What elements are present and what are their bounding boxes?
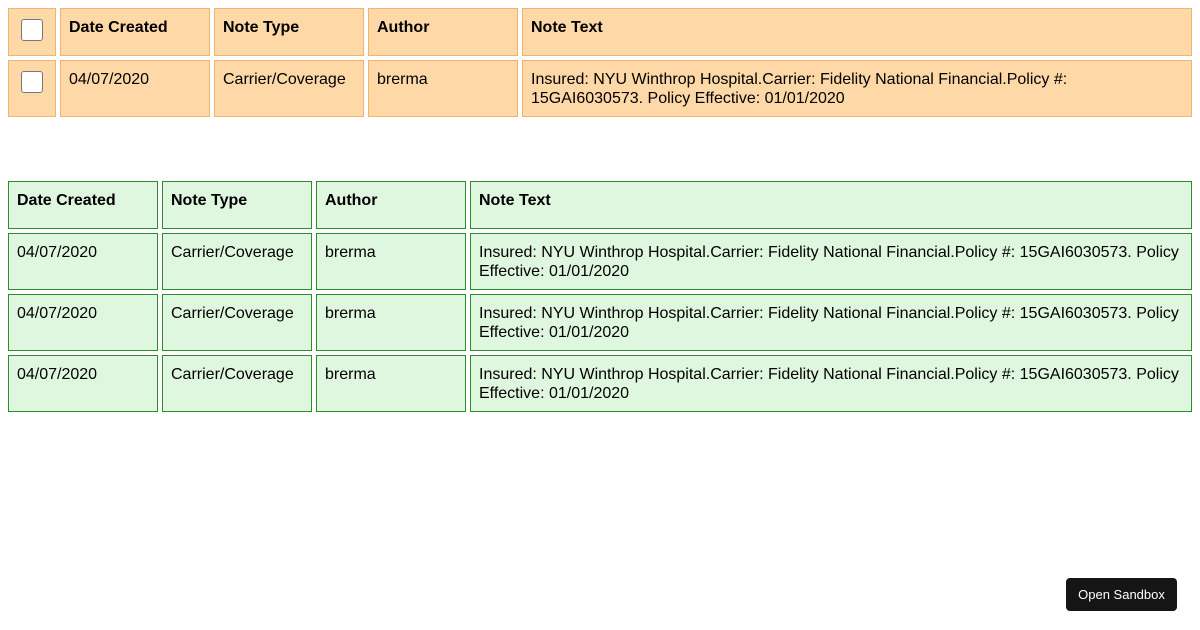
cell-note-text: Insured: NYU Winthrop Hospital.Carrier: Fidelity National Financial.Policy #: 15GAI6030573. Policy Effective: 01/01/2020 [470,233,1192,290]
select-all-checkbox[interactable] [21,19,43,41]
table-row[interactable] [8,233,1192,290]
cell-note-type: Carrier/Coverage [162,294,312,351]
header-note-type[interactable]: Note Type [162,181,312,229]
cell-author: brerma [316,233,466,290]
table-header-row [8,181,1192,229]
cell-date-created: 04/07/2020 [8,355,158,412]
open-sandbox-button[interactable]: Open Sandbox [1066,578,1177,611]
cell-note-text: Insured: NYU Winthrop Hospital.Carrier: Fidelity National Financial.Policy #: 15GAI6030573. Policy Effective: 01/01/2020 [470,355,1192,412]
header-note-type[interactable]: Note Type [214,8,364,56]
cell-note-type: Carrier/Coverage [162,233,312,290]
table-row[interactable] [8,355,1192,412]
cell-note-text: Insured: NYU Winthrop Hospital.Carrier: Fidelity National Financial.Policy #: 15GAI6030573. Policy Effective: 01/01/2020 [470,294,1192,351]
header-date-created[interactable]: Date Created [60,8,210,56]
cell-date-created: 04/07/2020 [60,60,210,117]
notes-table-orange [4,4,1196,121]
table-header-row [8,8,1192,56]
row-select-cell [8,60,56,117]
row-select-checkbox[interactable] [21,71,43,93]
select-all-cell [8,8,56,56]
notes-table-green [4,177,1196,416]
header-author[interactable]: Author [368,8,518,56]
header-note-text[interactable]: Note Text [470,181,1192,229]
table-row[interactable] [8,294,1192,351]
cell-date-created: 04/07/2020 [8,233,158,290]
cell-note-type: Carrier/Coverage [162,355,312,412]
cell-author: brerma [368,60,518,117]
cell-note-text: Insured: NYU Winthrop Hospital.Carrier: Fidelity National Financial.Policy #: 15GAI6030573. Policy Effective: 01/01/2020 [522,60,1192,117]
cell-note-type: Carrier/Coverage [214,60,364,117]
header-date-created[interactable]: Date Created [8,181,158,229]
cell-date-created: 04/07/2020 [8,294,158,351]
header-author[interactable]: Author [316,181,466,229]
cell-author: brerma [316,294,466,351]
table-row[interactable] [8,60,1192,117]
cell-author: brerma [316,355,466,412]
header-note-text[interactable]: Note Text [522,8,1192,56]
